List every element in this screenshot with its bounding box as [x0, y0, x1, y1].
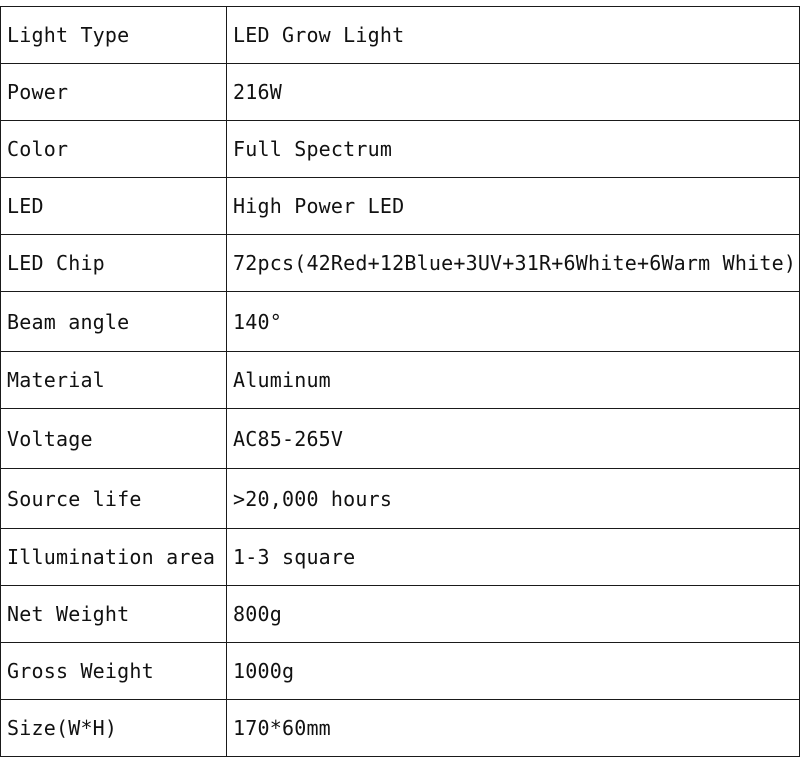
table-row-gross-weight [1, 643, 800, 700]
table-row-voltage [1, 409, 800, 469]
spec-label: LED [1, 178, 227, 235]
spec-value: 1-3 square [227, 529, 800, 586]
spec-table [0, 6, 800, 757]
table-row-color [1, 121, 800, 178]
spec-value: Full Spectrum [227, 121, 800, 178]
spec-value: LED Grow Light [227, 7, 800, 64]
table-row-net-weight [1, 586, 800, 643]
spec-value: 800g [227, 586, 800, 643]
table-row-led-chip [1, 235, 800, 292]
table-row-material [1, 352, 800, 409]
spec-value: 72pcs(42Red+12Blue+3UV+31R+6White+6Warm White) [227, 235, 800, 292]
table-row-source-life [1, 469, 800, 529]
spec-label: Net Weight [1, 586, 227, 643]
table-row-size [1, 700, 800, 757]
spec-label: Material [1, 352, 227, 409]
spec-value: 140° [227, 292, 800, 352]
table-row-led [1, 178, 800, 235]
table-row-beam-angle [1, 292, 800, 352]
spec-label: Color [1, 121, 227, 178]
table-row-illumination-area [1, 529, 800, 586]
spec-label: Voltage [1, 409, 227, 469]
spec-label: Size(W*H) [1, 700, 227, 757]
spec-label: Light Type [1, 7, 227, 64]
spec-value: 216W [227, 64, 800, 121]
spec-value: AC85-265V [227, 409, 800, 469]
spec-value: 170*60mm [227, 700, 800, 757]
spec-label: LED Chip [1, 235, 227, 292]
table-row-power [1, 64, 800, 121]
spec-label: Power [1, 64, 227, 121]
spec-value: High Power LED [227, 178, 800, 235]
spec-label: Gross Weight [1, 643, 227, 700]
spec-value: >20,000 hours [227, 469, 800, 529]
spec-value: Aluminum [227, 352, 800, 409]
spec-label: Illumination area [1, 529, 227, 586]
table-row-light-type [1, 7, 800, 64]
spec-value: 1000g [227, 643, 800, 700]
spec-label: Source life [1, 469, 227, 529]
spec-label: Beam angle [1, 292, 227, 352]
